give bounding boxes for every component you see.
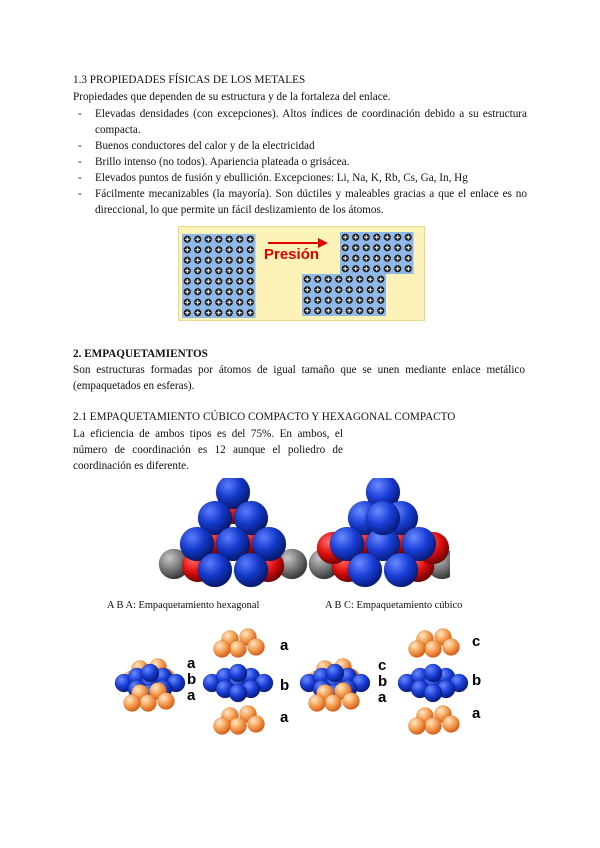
cub-stack-letter-top: c [378,657,387,674]
atom-orange [443,716,460,733]
atom-blue [229,664,247,682]
pressure-arrow-head [318,238,328,248]
layer-diagrams [110,625,510,740]
metal-lattice-before [182,234,256,318]
atom-orange [309,695,326,712]
atom-orange [409,718,426,735]
atom-orange [214,718,231,735]
atom-orange [214,641,231,658]
cub-stack-letter-bottom: a [378,689,387,706]
hex-sep-letter-bottom: a [280,709,289,726]
atom-orange [425,641,442,658]
section-2-1-text: La eficiencia de ambos tipos es del 75%. En ambos, el número de coordinación es 12 aunque el poliedro de coordinación es diferente. [73,428,343,472]
atom-blue [424,684,442,702]
bullet-dash: - [78,188,82,200]
hex-sep-letter-top: a [280,637,289,654]
atom-orange [158,693,175,710]
atom-blue [424,664,442,682]
section-2-1-heading: 2.1 EMPAQUETAMIENTO CÚBICO COMPACTO Y HEXAGONAL COMPACTO [73,411,456,423]
bullet-density: Elevadas densidades (con excepciones). Altos índices de coordinación debido a su estructura compacta. [95,108,527,136]
atom-sphere [198,553,232,587]
cub-stack-letter-mid: b [378,673,388,690]
atom-sphere [348,553,382,587]
bullet-machinable: Fácilmente mecanizables (la mayoría). Son dúctiles y maleables gracias a que el enlace es no direccional, lo que permite un fácil deslizamiento de los átomos. [95,188,527,216]
hex-sep-letter-mid: b [280,677,290,694]
atom-blue [141,664,159,682]
hex-stack-letter-bottom: a [187,687,196,704]
cub-sep-letter-bottom: a [472,705,481,722]
pressure-label: Presión [264,246,320,263]
atom-orange [325,695,342,712]
hex-stack-letter-mid: b [187,671,197,688]
atom-orange [124,695,141,712]
bullet-dash: - [78,108,82,120]
atom-orange [443,639,460,656]
atom-orange [409,641,426,658]
bullet-dash: - [78,140,82,152]
section-1-3-heading: 1.3 PROPIEDADES FÍSICAS DE LOS METALES [73,74,306,86]
atom-orange [230,641,247,658]
bullet-dash: - [78,172,82,184]
caption-hexagonal: A B A: Empaquetamiento hexagonal [107,600,260,611]
atom-sphere [384,553,418,587]
atom-sphere [366,501,400,535]
caption-cubic: A B C: Empaquetamiento cúbico [325,600,463,611]
hex-stack-letter-top: a [187,655,196,672]
section-1-3-intro: Propiedades que dependen de su estructura y de la fortaleza del enlace. [73,91,391,103]
pressure-diagram [178,226,425,321]
bullet-melting-points: Elevados puntos de fusión y ebullición. Excepciones: Li, Na, K, Rb, Cs, Ga, In, Hg [95,172,468,184]
atom-orange [230,718,247,735]
bullet-conductors: Buenos conductores del calor y de la electricidad [95,140,315,152]
atom-orange [248,716,265,733]
atom-orange [140,695,157,712]
cub-sep-letter-mid: b [472,672,482,689]
atom-orange [248,639,265,656]
packing-pyramids [150,478,450,593]
atom-orange [343,693,360,710]
cub-sep-letter-top: c [472,633,481,650]
atom-blue [326,664,344,682]
bullet-dash: - [78,156,82,168]
bullet-brightness: Brillo intenso (no todos). Apariencia plateada o grisácea. [95,156,350,168]
atom-sphere [234,553,268,587]
section-2-text: Son estructuras formadas por átomos de igual tamaño que se unen mediante enlace metálico (empaquetados en esferas). [73,364,525,392]
hexagonal-pyramid [159,478,307,587]
section-2-heading: 2. EMPAQUETAMIENTOS [73,348,208,360]
atom-blue [229,684,247,702]
atom-orange [425,718,442,735]
cubic-pyramid [309,478,450,587]
